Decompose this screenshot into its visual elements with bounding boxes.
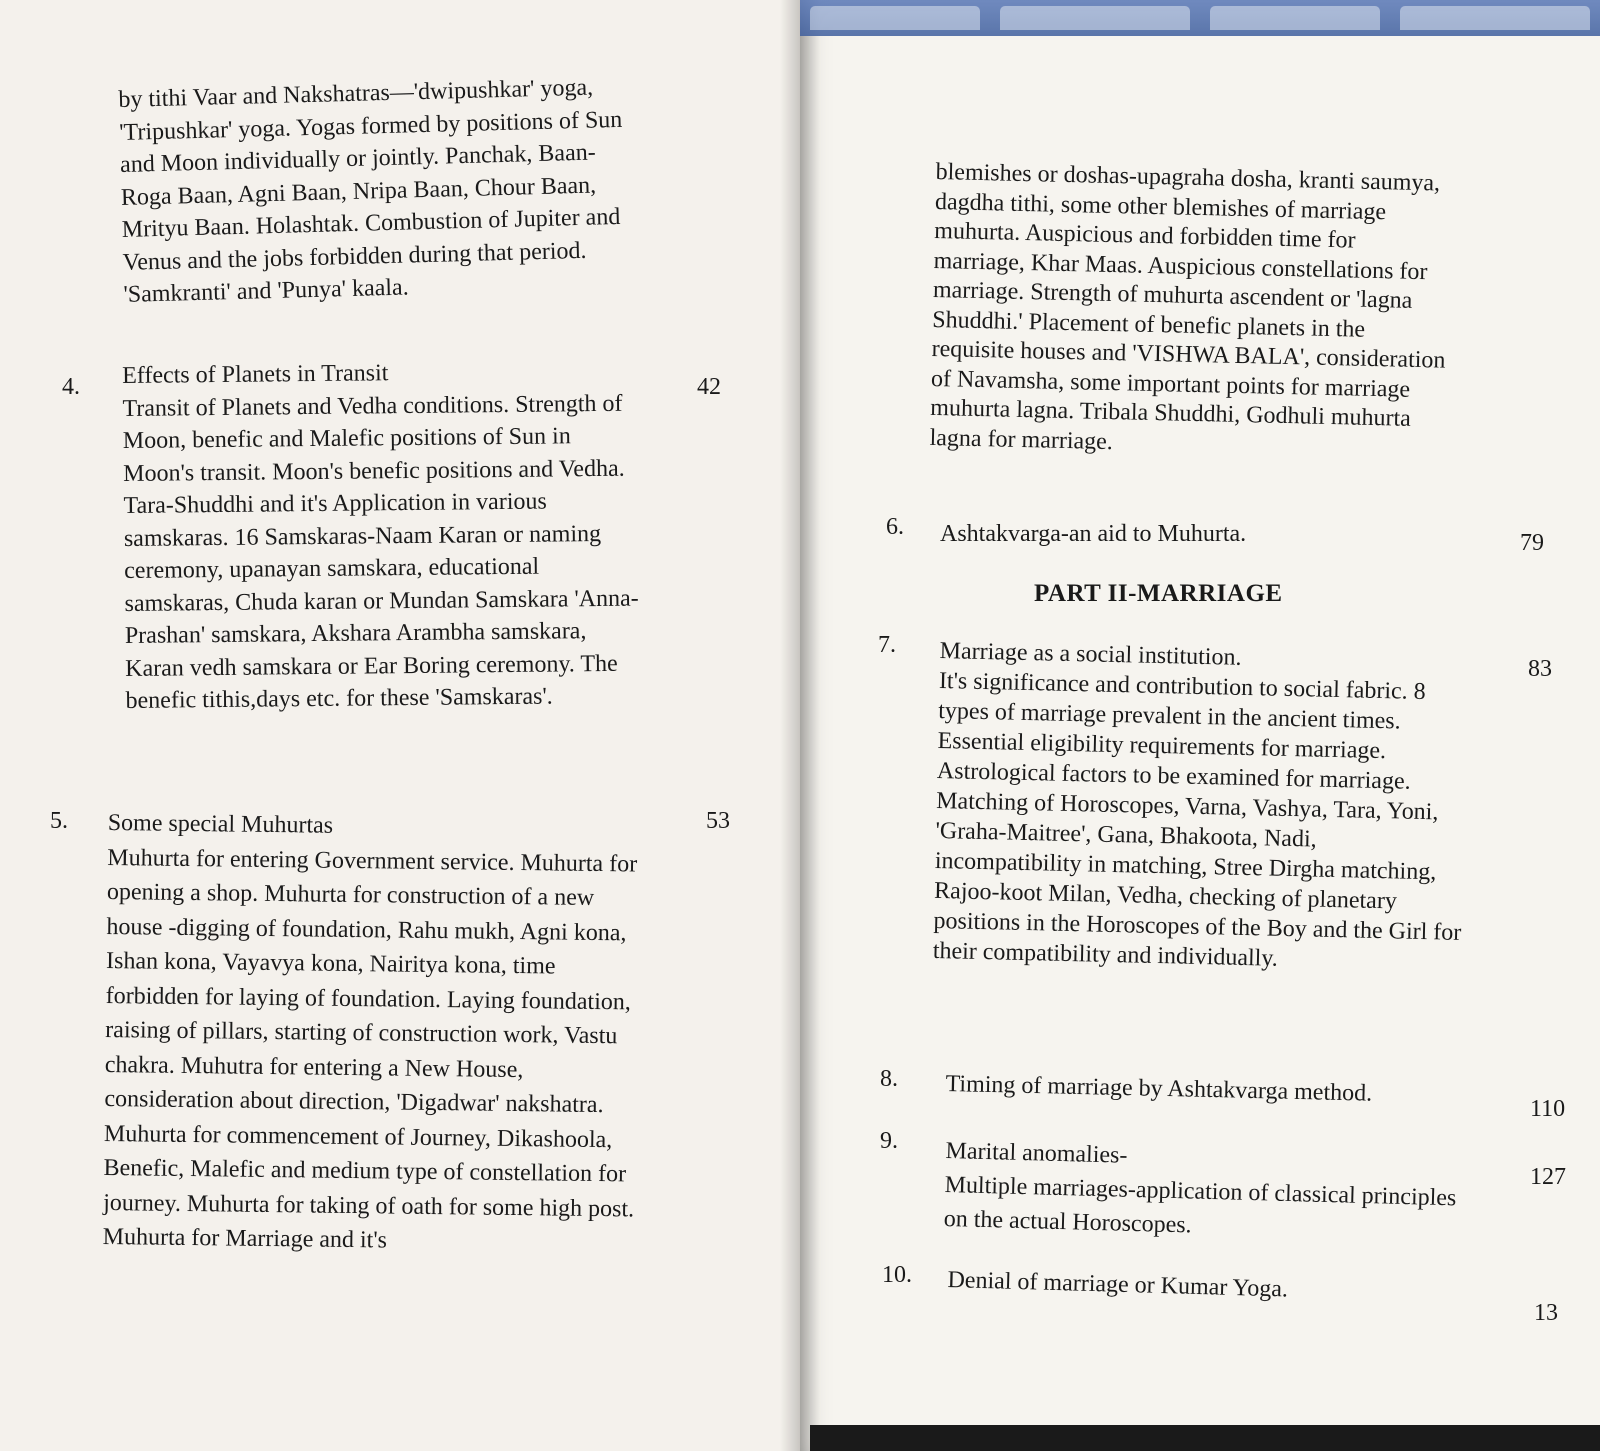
item-6-title: Ashtakvarga-an aid to Muhurta. [940, 521, 1247, 547]
item-5-body: Muhurta for entering Government service. Muhurta for opening a shop. Muhurta for construction of a new house -digging of foundation, Rahu mukh, Agni kona, Ishan kona, Vayavya kona, Nairitya kona, time forbidden for laying of foundation. Laying foundation, raising of pillars, starting of construction work, Vastu chakra. Muhutra for entering a New House, consideration about direction, 'Digadwar' nakshatra. Muhurta for commencement of Journey, Dikashoola, Benefic, Malefic and medium type of constellation for journey. Muhurta for taking of oath for some high post. Muhurta for Marriage and it's [102, 844, 638, 1254]
background-browser-tabs [800, 0, 1600, 36]
item-10-page-number: 13 [1534, 1300, 1558, 1326]
item-8-page-number: 110 [1530, 1096, 1566, 1122]
item-8-number: 8. [880, 1066, 898, 1092]
item-6-page-number: 79 [1520, 530, 1544, 556]
item-4-page-number: 42 [697, 374, 721, 400]
book-gutter [780, 0, 820, 1451]
continued-paragraph: blemishes or doshas-upagraha dosha, kranti saumya, dagdha tithi, some other blemishes of marriage muhurta. Auspicious and forbidden time for marriage, Khar Maas. Auspicious constellations for marriage. Strength of muhurta ascendent or 'lagna Shuddhi.' Placement of benefic planets in the requisite houses and 'VISHWA BALA', consideration of Navamsha, some important points for marriage muhurta lagna. Tribala Shuddhi, Godhuli muhurta lagna for marriage. [929, 158, 1446, 455]
intro-paragraph: by tithi Vaar and Nakshatras—'dwipushkar' yoga, 'Tripushkar' yoga. Yogas formed by positions of Sun and Moon individually or jointly. Panchak, Baan-Roga Baan, Agni Baan, Nripa Baan, Chour Baan, Mrityu Baan. Holashtak. Combustion of Jupiter and Venus and the jobs forbidden during that period. 'Samkranti' and 'Punya' kaala. [118, 74, 623, 308]
item-5-page-number: 53 [706, 808, 730, 834]
item-7-title: Marriage as a social institution. [939, 637, 1242, 671]
item-10-number: 10. [882, 1262, 912, 1288]
item-7-entry [933, 636, 1468, 978]
item-6-number: 6. [886, 514, 904, 540]
book-edge-shadow [810, 1425, 1600, 1451]
item-4-title: Effects of Planets in Transit [122, 360, 389, 389]
item-9-body: Multiple marriages-application of classical principles on the actual Horoscopes. [943, 1171, 1457, 1239]
item-4-body: Transit of Planets and Vedha conditions. Strength of Moon, benefic and Malefic positions of Sun in Moon's transit. Moon's benefic positions and Vedha. Tara-Shuddhi and it's Application in various samskaras. 16 Samskaras-Naam Karan or naming ceremony, upanayan samskara, educational samskaras, Chuda karan or Mundan Samskara 'Anna-Prashan' samskara, Akshara Arambha samskara, Karan vedh samskara or Ear Boring ceremony. The benefic tithis,days etc. for these 'Samskaras'. [122, 390, 639, 714]
item-4-entry [122, 355, 644, 718]
item-9-entry [943, 1134, 1465, 1250]
item-7-number: 7. [878, 632, 896, 658]
item-9-page-number: 127 [1530, 1164, 1566, 1190]
item-5-number: 5. [50, 808, 68, 834]
item-7-page-number: 83 [1528, 656, 1552, 682]
item-5-entry [103, 806, 648, 1261]
item-4-number: 4. [62, 374, 80, 400]
item-10-title: Denial of marriage or Kumar Yoga. [947, 1266, 1289, 1303]
item-9-title: Marital anomalies- [945, 1137, 1128, 1169]
item-7-body: It's significance and contribution to social fabric. 8 types of marriage prevalent in the ancient times. Essential eligibility requirements for marriage. Astrological factors to be examined for marriage. Matching of Horoscopes, Varna, Vashya, Tara, Yoni, 'Graha-Maitree', Gana, Bhakoota, Nadi, incompatibility in matching, Stree Dirgha matching, Rajoo-koot Milan, Vedha, checking of planetary positions in the Horoscopes of the Boy and the Girl for their compatibility and individually. [932, 667, 1462, 972]
item-8-title: Timing of marriage by Ashtakvarga method. [945, 1070, 1373, 1107]
part-heading: PART II-MARRIAGE [1034, 580, 1283, 607]
item-9-number: 9. [880, 1128, 898, 1154]
item-5-title: Some special Muhurtas [107, 809, 334, 839]
